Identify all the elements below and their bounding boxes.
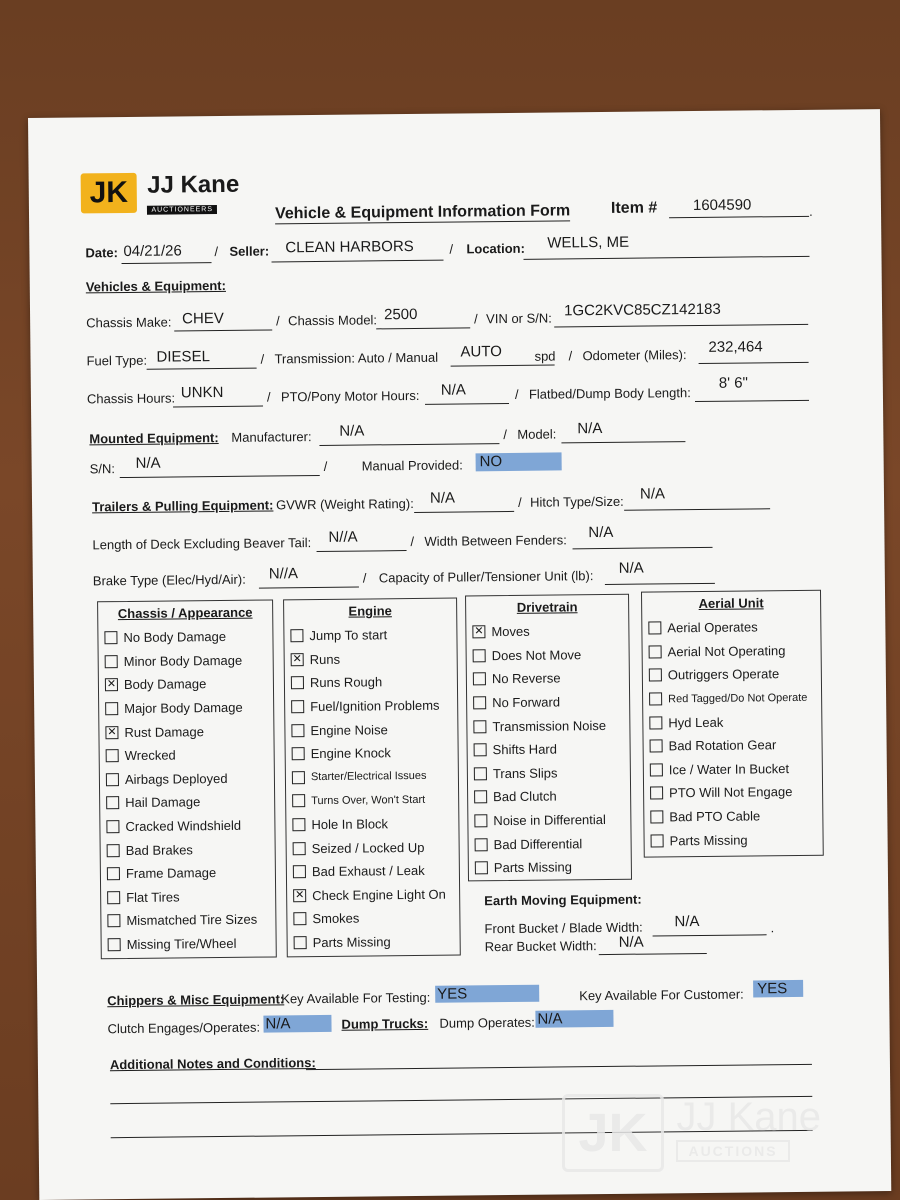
chassis-make-label: Chassis Make: [86,314,172,331]
pto-label: PTO/Pony Motor Hours: [280,387,420,405]
watermark-mark: JK [562,1094,664,1172]
fuel-value: DIESEL [156,348,210,366]
checklist-item [288,929,460,954]
watermark [562,1094,821,1172]
checklist-item-label: Fuel/Ignition Problems [310,697,440,715]
capacity-value: N/A [618,559,644,577]
empty-box-icon[interactable] [649,692,662,705]
empty-box-icon[interactable] [292,747,305,760]
key-customer-label: Key Available For Customer: [579,986,744,1004]
seller-value: CLEAN HARBORS [285,237,414,257]
checklist-item-label: Bad Exhaust / Leak [311,863,425,880]
checklist-item-label: Smokes [312,910,360,927]
drivetrain-checklist [465,594,632,882]
gvwr-value: N/A [429,489,456,507]
checklist-item [100,742,274,767]
empty-box-icon[interactable] [291,700,304,713]
checklist-item [286,764,458,789]
manufacturer-label: Manufacturer: [231,429,312,445]
empty-box-icon[interactable] [107,891,120,904]
front-bucket-value: N/A [674,913,700,931]
empty-box-icon[interactable] [292,771,305,784]
empty-box-icon[interactable] [648,622,661,635]
checklist-item-label: Runs [309,651,341,667]
aerial-checklist [641,590,824,858]
checklist-item [286,741,458,766]
checklist-item [101,860,275,885]
checklist-item [642,615,820,640]
checklist-item-label: Aerial Operates [667,619,758,636]
checklist-item [285,670,457,695]
checklist-item [469,855,631,880]
checklist-item-label: Rust Damage [124,723,204,740]
engine-checklist [283,598,461,958]
checklist-item-label: Shifts Hard [492,741,558,758]
checklist-item-label: Missing Tire/Wheel [126,935,237,953]
checklist-item [99,648,273,673]
engine-checklist-title: Engine [348,603,392,619]
checklist-item [467,713,629,738]
empty-box-icon[interactable] [649,669,662,682]
checklist-item [287,906,459,931]
checklist-item [467,666,629,691]
empty-box-icon[interactable] [474,814,487,827]
checklist-item-label: PTO Will Not Engage [669,784,793,801]
empty-box-icon[interactable] [293,865,306,878]
location-value: WELLS, ME [547,233,630,252]
empty-box-icon[interactable] [649,645,662,658]
aerial-checklist-title: Aerial Unit [698,595,764,612]
flatbed-value: 8' 6" [718,374,748,392]
checked-box-icon[interactable]: ✕ [106,678,117,691]
checklist-item [102,931,276,956]
checklist-item [644,827,822,852]
checklist-item-label: Aerial Not Operating [667,642,786,660]
checklist-item [101,884,275,909]
empty-box-icon[interactable] [291,677,304,690]
checklist-item [286,811,458,836]
checklist-item-label: Starter/Electrical Issues [310,770,427,784]
spd-label: spd [534,348,556,364]
form-title: Vehicle & Equipment Information Form [274,202,571,223]
checklist-item-label: Moves [491,624,530,640]
checklist-item-label: Bad Differential [493,835,583,852]
empty-box-icon[interactable] [106,773,119,786]
checklist-item-label: Frame Damage [125,865,217,882]
odometer-label: Odometer (Miles): [582,347,687,364]
sn-label: S/N: [89,461,116,477]
key-test-value: YES [437,985,468,1003]
checklist-item-label: Does Not Move [491,647,582,664]
empty-box-icon[interactable] [650,787,663,800]
empty-box-icon[interactable] [107,867,120,880]
checklist-item [467,690,629,715]
empty-box-icon[interactable] [651,834,664,847]
hours-label: Chassis Hours: [86,390,176,407]
checklist-item-label: Red Tagged/Do Not Operate [668,691,808,705]
checklist-item-label: Bad Rotation Gear [668,737,777,754]
brake-value: N//A [268,565,299,583]
checklist-item-label: Mismatched Tire Sizes [126,912,258,929]
empty-box-icon[interactable] [293,842,306,855]
checklist-item-label: Jump To start [309,627,388,644]
checklist-item-label: No Body Damage [123,629,227,646]
checklist-item-label: Airbags Deployed [124,770,228,787]
checklist-item [644,756,822,781]
empty-box-icon[interactable] [649,716,662,729]
clutch-label: Clutch Engages/Operates: [107,1019,261,1037]
checklist-item-label: No Reverse [491,670,561,687]
checklist-item-label: Parts Missing [312,934,391,951]
checklist-item-label: Parts Missing [493,859,572,876]
seller-label: Seller: [229,243,270,259]
chassis-model-label: Chassis Model: [288,312,378,329]
empty-box-icon[interactable] [473,720,486,733]
checklist-item-label: Runs Rough [309,674,383,691]
pto-value: N/A [440,381,466,399]
logo-name: JJ Kane [147,170,240,199]
checklist-item [285,646,457,671]
sn-value: N/A [135,454,161,472]
empty-box-icon[interactable] [105,655,118,668]
chassis-checklist-title: Chassis / Appearance [117,604,253,622]
checklist-item-label: Transmission Noise [492,717,607,734]
model-value: N/A [577,420,603,438]
empty-box-icon[interactable] [292,818,305,831]
vehicles-heading: Vehicles & Equipment: [85,277,226,295]
checklist-item-label: Hail Damage [125,794,201,811]
checklist-item [287,882,459,907]
checklist-item-label: Trans Slips [492,765,558,782]
checklist-item [468,807,630,832]
checklist-item-label: Flat Tires [126,889,180,905]
checklist-item-label: Outriggers Operate [667,666,780,683]
checklist-item [643,662,821,687]
checklist-item [100,766,274,791]
checklist-item [468,737,630,762]
hitch-value: N/A [639,485,666,503]
checklist-item [98,624,272,649]
front-bucket-label: Front Bucket / Blade Width: [484,919,643,937]
checklist-item [285,717,457,742]
checklist-item-label: Hole In Block [311,816,389,833]
empty-box-icon[interactable] [650,763,663,776]
chassis-make-value: CHEV [182,309,224,328]
fuel-label: Fuel Type: [86,352,148,369]
checked-box-icon[interactable]: ✕ [292,653,302,666]
checklist-item-label: Check Engine Light On [312,886,446,903]
checklist-item [99,695,273,720]
checklist-item [643,686,821,711]
checklist-item [643,733,821,758]
logo [81,172,240,218]
form-paper: JK JJ Kane AUCTIONEERS Vehicle & Equipment Information Form Item # 1604590 . Date: 04/21/26 / Seller: CLEAN HARBORS / Location: WELLS, ME Vehicles & Equipment: Chassis Make: CHEV / Chassis Model: 2500 / VIN or S/N: 1GC2KVC85CZ142183 Fuel Type: DIESEL / Transmission: Auto / Manual AUTO spd / Odometer (Miles): 232,464 Chassis Hours: UNKN / PTO/Pony Motor Hours: N/A / Flatbed/Dump Body Length: 8' 6" Mounted Equipment: Manufacturer: N/A / Model: N/A S/N: N/A / Manual Provided: NO Trailers & Pulling Equipment: GVWR (Weight Rating): N/A / Hitch Type/Size: N/A Length of Deck Excluding Beaver Tail: N//A / Width Between Fenders: N/A Brake Type (Elec/Hyd/Air): N//A / Capacity of Puller/Tensioner Unit (lb): N/A Chassis / Appearance No Body Damage Minor Body Damage ✕ Body Damage Major Body Damage ✕ Rust Damage Wrecked Airbags Deployed Hail Damage Cracked Windshield Bad Brakes Frame Damage Flat Tires Mismatched Tire Sizes Missing Tire/Wheel Engine Jump To start ✕ Runs Runs Rough Fuel/Ignition Problems Engine Noise Engine Knock Starter/Electrical Issues Turns Over, Won't Start Hole In Block Seized / Locked Up Bad Exhaust / Leak ✕ Check Engine Light On Smokes Parts Missing Drivetrain ✕ Moves Does Not Move No Reverse No Forward Transmission Noise Shifts Hard Trans Slips Bad Clutch Noise in Differential Bad Differential Parts Missing Aerial Unit Aerial Operates Aerial Not Operating Outriggers Operate Red Tagged/Do Not Operate Hyd Leak Bad Rotation Gear Ice / Water In Bucket PTO Will Not Engage Bad PTO Cable Parts Missing Earth Moving Equipment: Front Bucket / Blade Width: N/A . Rear Bucket Width: N/A Chippers & Misc Equipment: Key Available For Testing: YES Key Available For Customer: YES Clutch Engages/Operates: N/A Dump Trucks: Dump Operates: N/A Additional Notes and Conditions: [28,109,891,1200]
model-label: Model: [517,426,557,442]
clutch-value: N/A [265,1015,291,1033]
empty-box-icon[interactable] [107,844,120,857]
key-customer-value: YES [757,980,788,998]
capacity-label: Capacity of Puller/Tensioner Unit (lb): [378,568,594,586]
trailers-heading: Trailers & Pulling Equipment: [91,497,274,515]
drivetrain-checklist-title: Drivetrain [516,599,578,615]
empty-box-icon[interactable] [474,767,487,780]
fenders-value: N/A [588,523,614,542]
manual-label: Manual Provided: [361,457,463,474]
empty-box-icon[interactable] [104,631,117,644]
checklist-item [284,623,456,648]
gvwr-label: GVWR (Weight Rating): [275,495,414,513]
checklist-item [468,760,630,785]
checklist-item-label: Noise in Differential [493,812,606,829]
checklist-item [467,642,629,667]
chippers-heading: Chippers & Misc Equipment: [107,991,285,1009]
fenders-label: Width Between Fenders: [424,532,567,549]
checklist-item [99,719,273,744]
checklist-item-label: Ice / Water In Bucket [668,760,790,778]
checklist-item-label: Bad PTO Cable [669,808,761,825]
empty-box-icon[interactable] [294,936,307,949]
hitch-label: Hitch Type/Size: [529,493,624,510]
checklist-item-label: Bad Clutch [493,788,557,805]
empty-box-icon[interactable] [108,938,121,951]
empty-box-icon[interactable] [473,649,486,662]
empty-box-icon[interactable] [105,702,118,715]
notes-heading: Additional Notes and Conditions: [109,1055,316,1073]
checklist-item [643,709,821,734]
empty-box-icon[interactable] [475,838,488,851]
odometer-value: 232,464 [708,338,763,356]
chassis-checklist [97,599,277,959]
earth-heading: Earth Moving Equipment: [484,891,642,909]
empty-box-icon[interactable] [107,914,120,927]
trans-label: Transmission: Auto / Manual [274,349,439,367]
manufacturer-value: N/A [339,422,365,440]
deck-label: Length of Deck Excluding Beaver Tail: [92,535,312,553]
checklist-item [644,780,822,805]
checklist-item [285,693,457,718]
checklist-item [287,835,459,860]
checklist-item [101,908,275,933]
date-value: 04/21/26 [123,242,182,261]
checklist-item-label: No Forward [492,694,561,711]
empty-box-icon[interactable] [650,740,663,753]
checked-box-icon[interactable]: ✕ [294,888,305,902]
checklist-item-label: Bad Brakes [125,841,193,858]
deck-value: N//A [328,528,358,546]
checklist-item [286,788,458,813]
checklist-item-label: Seized / Locked Up [311,839,425,856]
checklist-item-label: Major Body Damage [124,699,243,717]
trans-value: AUTO [460,343,502,361]
empty-box-icon[interactable] [106,820,119,833]
rear-bucket-value: N/A [618,933,644,951]
mounted-heading: Mounted Equipment: [89,430,219,447]
logo-tagline: AUCTIONEERS [147,205,217,215]
dump-value: N/A [537,1010,563,1028]
empty-box-icon[interactable] [475,861,488,874]
checklist-item [469,831,631,856]
brake-label: Brake Type (Elec/Hyd/Air): [92,571,246,589]
checklist-item-label: Engine Knock [310,745,391,762]
checked-box-icon[interactable]: ✕ [474,625,484,638]
key-test-label: Key Available For Testing: [281,989,431,1007]
checklist-item [100,790,274,815]
checklist-item-label: Body Damage [123,676,207,693]
empty-box-icon[interactable] [473,673,486,686]
dump-label: Dump Operates: [439,1014,535,1031]
checklist-item-label: Engine Noise [310,721,388,738]
checklist-item-label: Minor Body Damage [123,652,243,669]
manual-value: NO [479,453,503,471]
empty-box-icon[interactable] [291,724,304,737]
empty-box-icon[interactable] [473,696,486,709]
checklist-item [101,837,275,862]
item-label: Item # [610,199,658,217]
date-label: Date: [85,245,119,261]
checklist-item [466,619,628,644]
logo-mark: JK [81,173,137,214]
hours-value: UNKN [180,383,224,402]
empty-box-icon[interactable] [293,913,306,926]
location-label: Location: [466,240,525,257]
checklist-item [468,784,630,809]
checklist-item-label: Turns Over, Won't Start [311,793,426,808]
empty-box-icon[interactable] [650,810,663,823]
empty-box-icon[interactable] [106,797,119,810]
checklist-item [643,638,821,663]
watermark-tag: AUCTIONS [676,1140,789,1162]
checklist-item-label: Parts Missing [669,832,748,848]
empty-box-icon[interactable] [474,791,487,804]
checklist-item-label: Wrecked [124,747,176,764]
checklist-item [100,813,274,838]
checklist-item-label: Cracked Windshield [125,817,242,835]
empty-box-icon[interactable] [290,629,303,642]
empty-box-icon[interactable] [292,795,305,808]
vin-label: VIN or S/N: [486,310,552,327]
checklist-item [644,803,822,828]
flatbed-label: Flatbed/Dump Body Length: [528,385,691,402]
dump-trucks-heading: Dump Trucks: [341,1015,429,1032]
checklist-item [99,672,273,697]
checklist-item-label: Hyd Leak [668,714,724,730]
checklist-item [287,858,459,883]
vin-value: 1GC2KVC85CZ142183 [563,300,721,320]
watermark-name: JJ Kane [676,1095,821,1139]
rear-bucket-label: Rear Bucket Width: [484,938,597,955]
empty-box-icon[interactable] [474,743,487,756]
empty-box-icon[interactable] [106,749,119,762]
checked-box-icon[interactable]: ✕ [107,725,117,738]
item-number: 1604590 [692,196,752,215]
chassis-model-value: 2500 [383,305,418,324]
